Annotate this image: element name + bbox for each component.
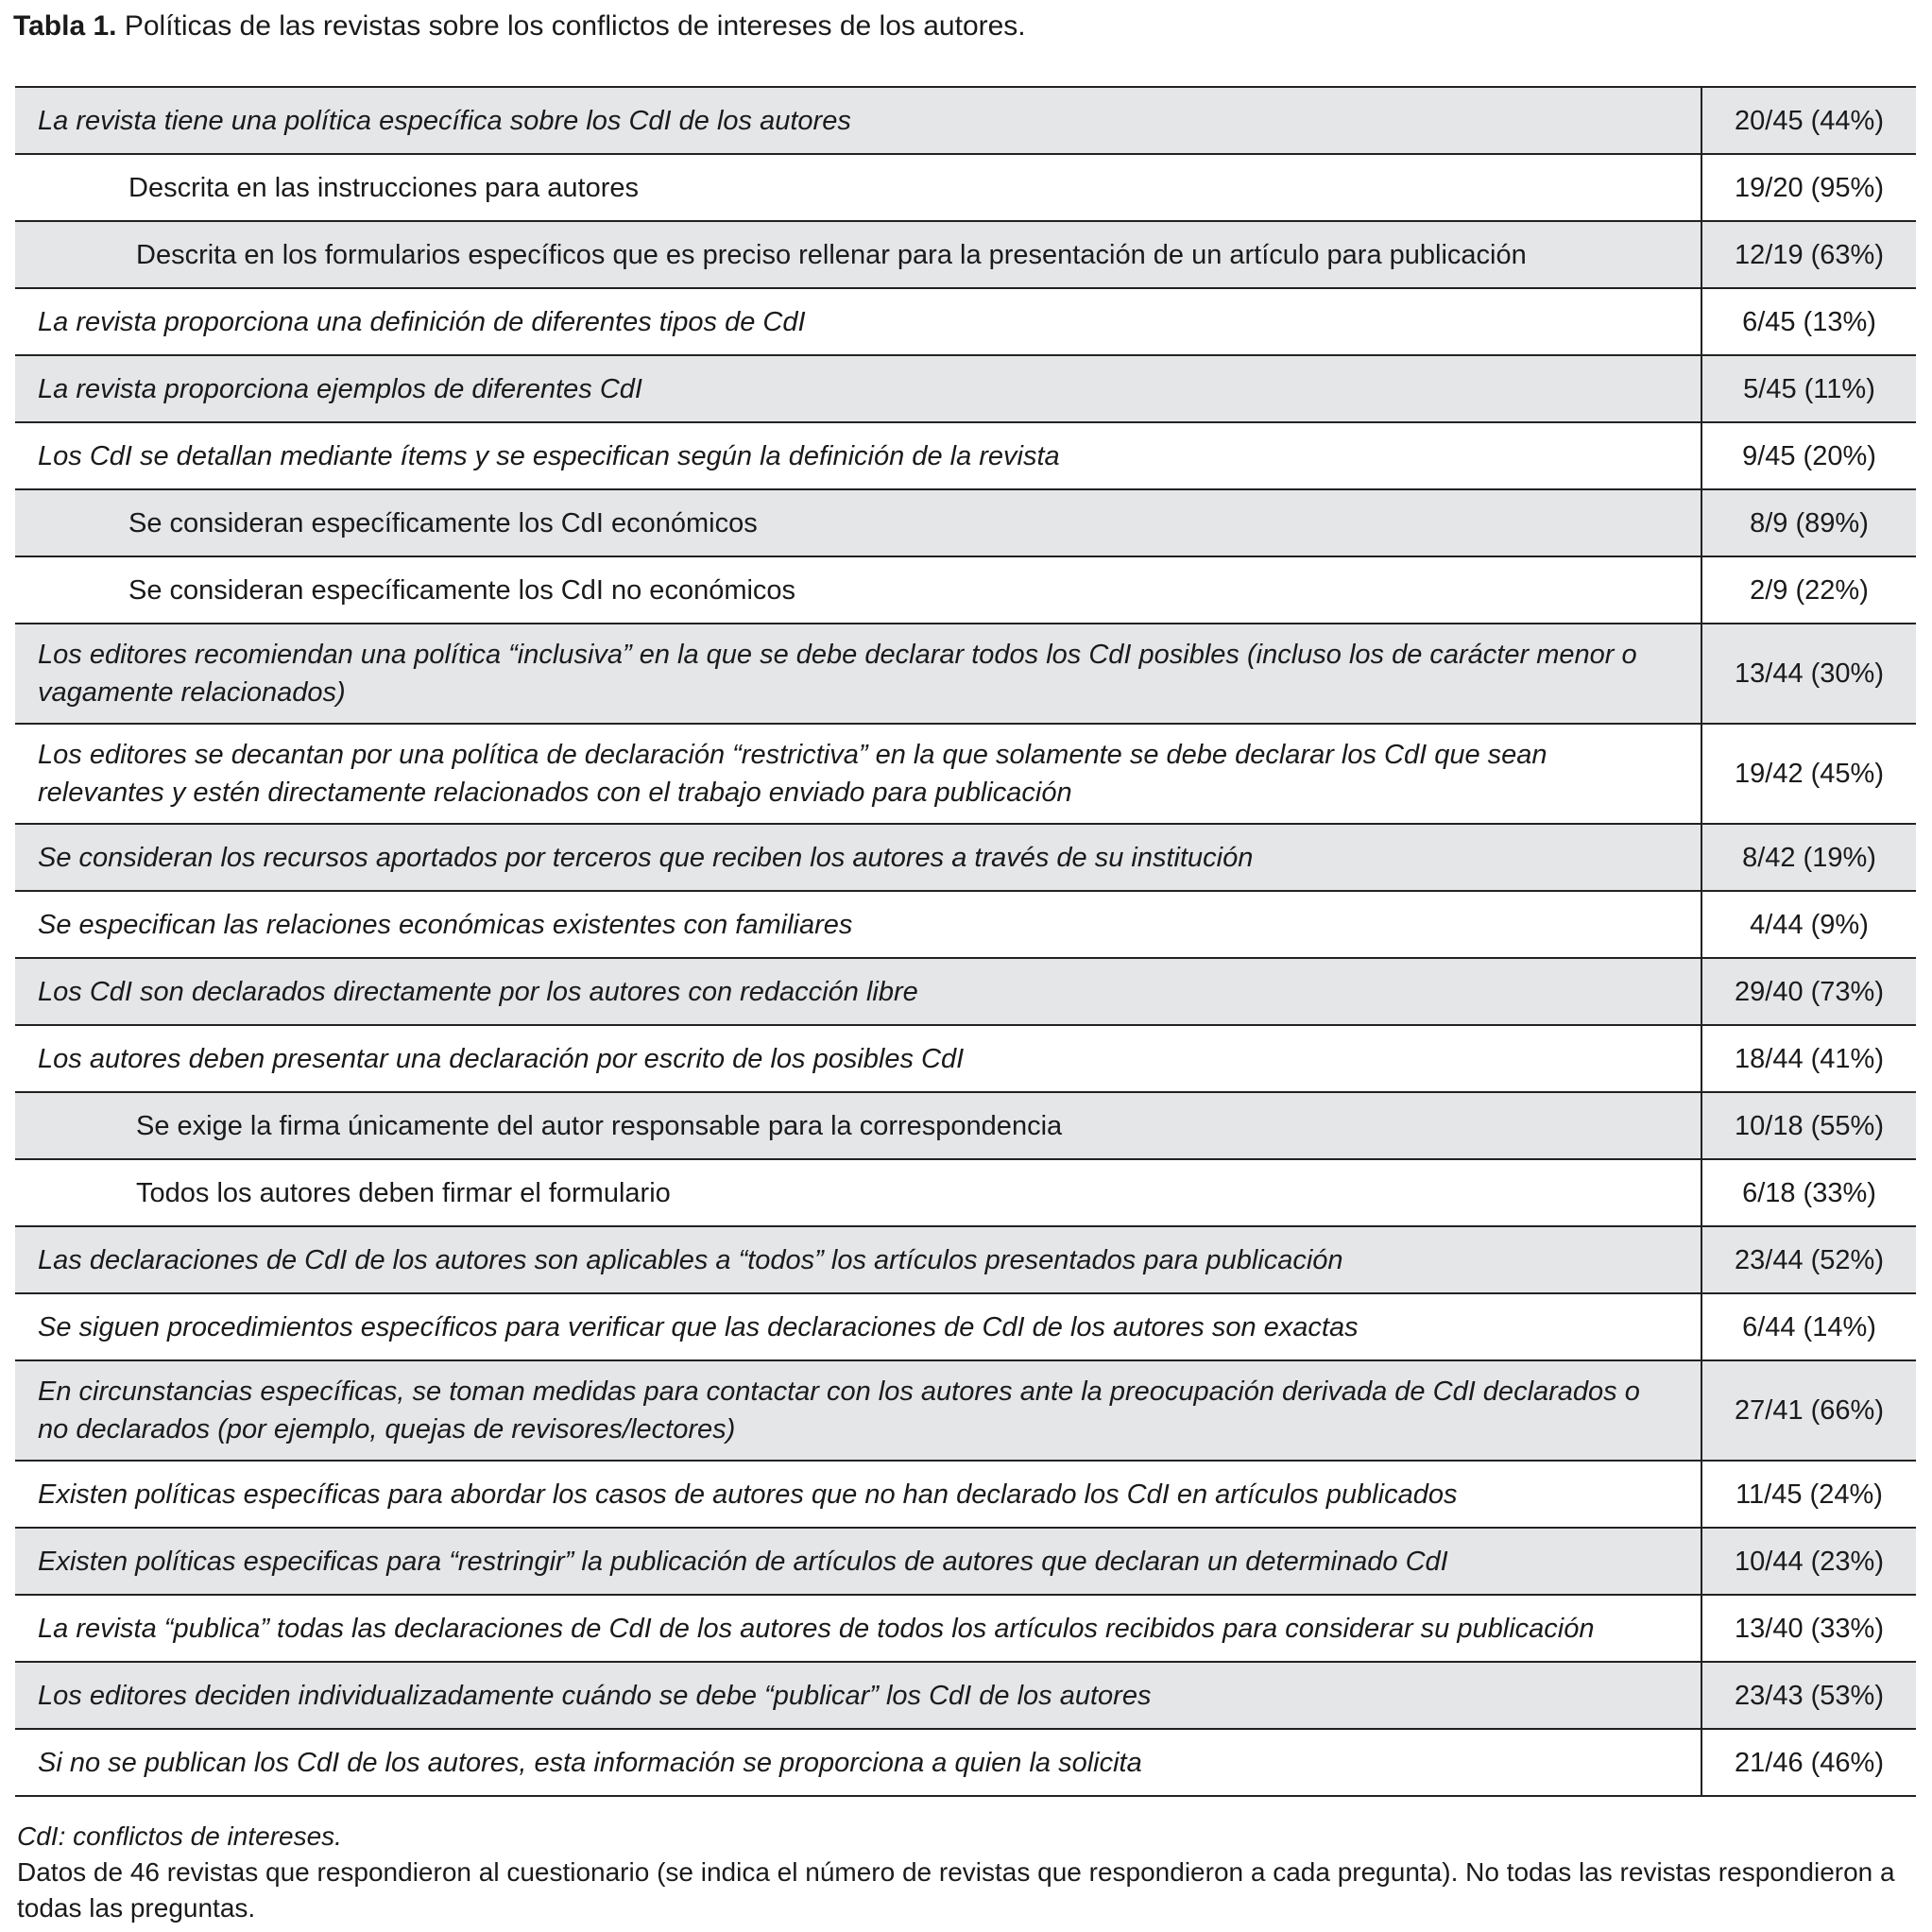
policies-table [15, 86, 1916, 1797]
row-text: Los editores deciden individualizadamente cuándo se debe “publicar” los CdI de los autores [15, 1662, 1701, 1729]
row-text: Los CdI son declarados directamente por los autores con redacción libre [15, 958, 1701, 1025]
table-row [15, 824, 1916, 891]
row-value: 19/20 (95%) [1701, 154, 1916, 221]
row-value: 2/9 (22%) [1701, 556, 1916, 624]
row-value: 5/45 (11%) [1701, 355, 1916, 422]
row-text: Existen políticas específicas para abordar los casos de autores que no han declarado los CdI en artículos publicados [15, 1461, 1701, 1528]
table-row [15, 1461, 1916, 1528]
table-row [15, 556, 1916, 624]
table-row [15, 355, 1916, 422]
row-value: 13/40 (33%) [1701, 1595, 1916, 1662]
row-text: Los editores recomiendan una política “inclusiva” en la que se debe declarar todos los CdI posibles (incluso los de carácter menor o vagamente relacionados) [15, 624, 1701, 724]
row-value: 10/44 (23%) [1701, 1528, 1916, 1595]
table-row [15, 87, 1916, 154]
row-value: 6/44 (14%) [1701, 1293, 1916, 1360]
row-value: 11/45 (24%) [1701, 1461, 1916, 1528]
table-row [15, 1092, 1916, 1159]
row-value: 21/46 (46%) [1701, 1729, 1916, 1796]
row-value: 18/44 (41%) [1701, 1025, 1916, 1092]
footnote-note: Datos de 46 revistas que respondieron al cuestionario (se indica el número de revistas que respondieron a cada pregunta). No todas las revistas respondieron a todas las preguntas. [17, 1857, 1895, 1923]
row-text: En circunstancias específicas, se toman medidas para contactar con los autores ante la preocupación derivada de CdI declarados o no declarados (por ejemplo, quejas de revisores/lectores) [15, 1360, 1701, 1461]
row-value: 20/45 (44%) [1701, 87, 1916, 154]
table-row [15, 154, 1916, 221]
table-row [15, 1159, 1916, 1226]
row-text: Se siguen procedimientos específicos para verificar que las declaraciones de CdI de los autores son exactas [15, 1293, 1701, 1360]
row-text: Existen políticas especificas para “restringir” la publicación de artículos de autores que declaran un determinado CdI [15, 1528, 1701, 1595]
row-value: 13/44 (30%) [1701, 624, 1916, 724]
table-row [15, 724, 1916, 824]
row-text: Se consideran específicamente los CdI no económicos [15, 556, 1701, 624]
row-text: Las declaraciones de CdI de los autores son aplicables a “todos” los artículos presentados para publicación [15, 1226, 1701, 1293]
row-value: 9/45 (20%) [1701, 422, 1916, 489]
row-value: 19/42 (45%) [1701, 724, 1916, 824]
table-row [15, 1528, 1916, 1595]
table-row [15, 891, 1916, 958]
table-row [15, 1662, 1916, 1729]
row-text: Descrita en los formularios específicos que es preciso rellenar para la presentación de un artículo para publicación [15, 221, 1701, 288]
caption-label: Tabla 1. [13, 10, 117, 42]
row-value: 12/19 (63%) [1701, 221, 1916, 288]
row-text: Se exige la firma únicamente del autor responsable para la correspondencia [15, 1092, 1701, 1159]
table-row [15, 1595, 1916, 1662]
table-row [15, 1226, 1916, 1293]
row-text: Todos los autores deben firmar el formulario [15, 1159, 1701, 1226]
row-text: La revista tiene una política específica sobre los CdI de los autores [15, 87, 1701, 154]
table-row [15, 288, 1916, 355]
row-text: Los autores deben presentar una declaración por escrito de los posibles CdI [15, 1025, 1701, 1092]
table-row [15, 958, 1916, 1025]
row-text: Se consideran los recursos aportados por terceros que reciben los autores a través de su institución [15, 824, 1701, 891]
table-row [15, 624, 1916, 724]
table-caption [13, 8, 1026, 45]
row-value: 23/43 (53%) [1701, 1662, 1916, 1729]
footnote-abbreviation: CdI: conflictos de intereses. [17, 1821, 342, 1851]
row-text: Se especifican las relaciones económicas existentes con familiares [15, 891, 1701, 958]
table-row [15, 1293, 1916, 1360]
caption-title: Políticas de las revistas sobre los conflictos de intereses de los autores. [124, 10, 1026, 42]
row-text: Los CdI se detallan mediante ítems y se especifican según la definición de la revista [15, 422, 1701, 489]
table-row [15, 1360, 1916, 1461]
table-row [15, 422, 1916, 489]
table-row [15, 1025, 1916, 1092]
row-value: 27/41 (66%) [1701, 1360, 1916, 1461]
row-text: La revista proporciona ejemplos de diferentes CdI [15, 355, 1701, 422]
table-row [15, 1729, 1916, 1796]
row-value: 6/45 (13%) [1701, 288, 1916, 355]
table-row [15, 221, 1916, 288]
row-value: 4/44 (9%) [1701, 891, 1916, 958]
table-row [15, 489, 1916, 556]
row-text: Descrita en las instrucciones para autores [15, 154, 1701, 221]
row-value: 23/44 (52%) [1701, 1226, 1916, 1293]
row-value: 10/18 (55%) [1701, 1092, 1916, 1159]
row-value: 8/9 (89%) [1701, 489, 1916, 556]
table-footnote [17, 1819, 1916, 1926]
row-text: Si no se publican los CdI de los autores, esta información se proporciona a quien la solicita [15, 1729, 1701, 1796]
row-text: Los editores se decantan por una política de declaración “restrictiva” en la que solamente se debe declarar los CdI que sean relevantes y estén directamente relacionados con el trabajo enviado para publicación [15, 724, 1701, 824]
row-text: La revista proporciona una definición de diferentes tipos de CdI [15, 288, 1701, 355]
row-text: Se consideran específicamente los CdI económicos [15, 489, 1701, 556]
row-value: 6/18 (33%) [1701, 1159, 1916, 1226]
row-text: La revista “publica” todas las declaraciones de CdI de los autores de todos los artículos recibidos para considerar su publicación [15, 1595, 1701, 1662]
row-value: 29/40 (73%) [1701, 958, 1916, 1025]
row-value: 8/42 (19%) [1701, 824, 1916, 891]
